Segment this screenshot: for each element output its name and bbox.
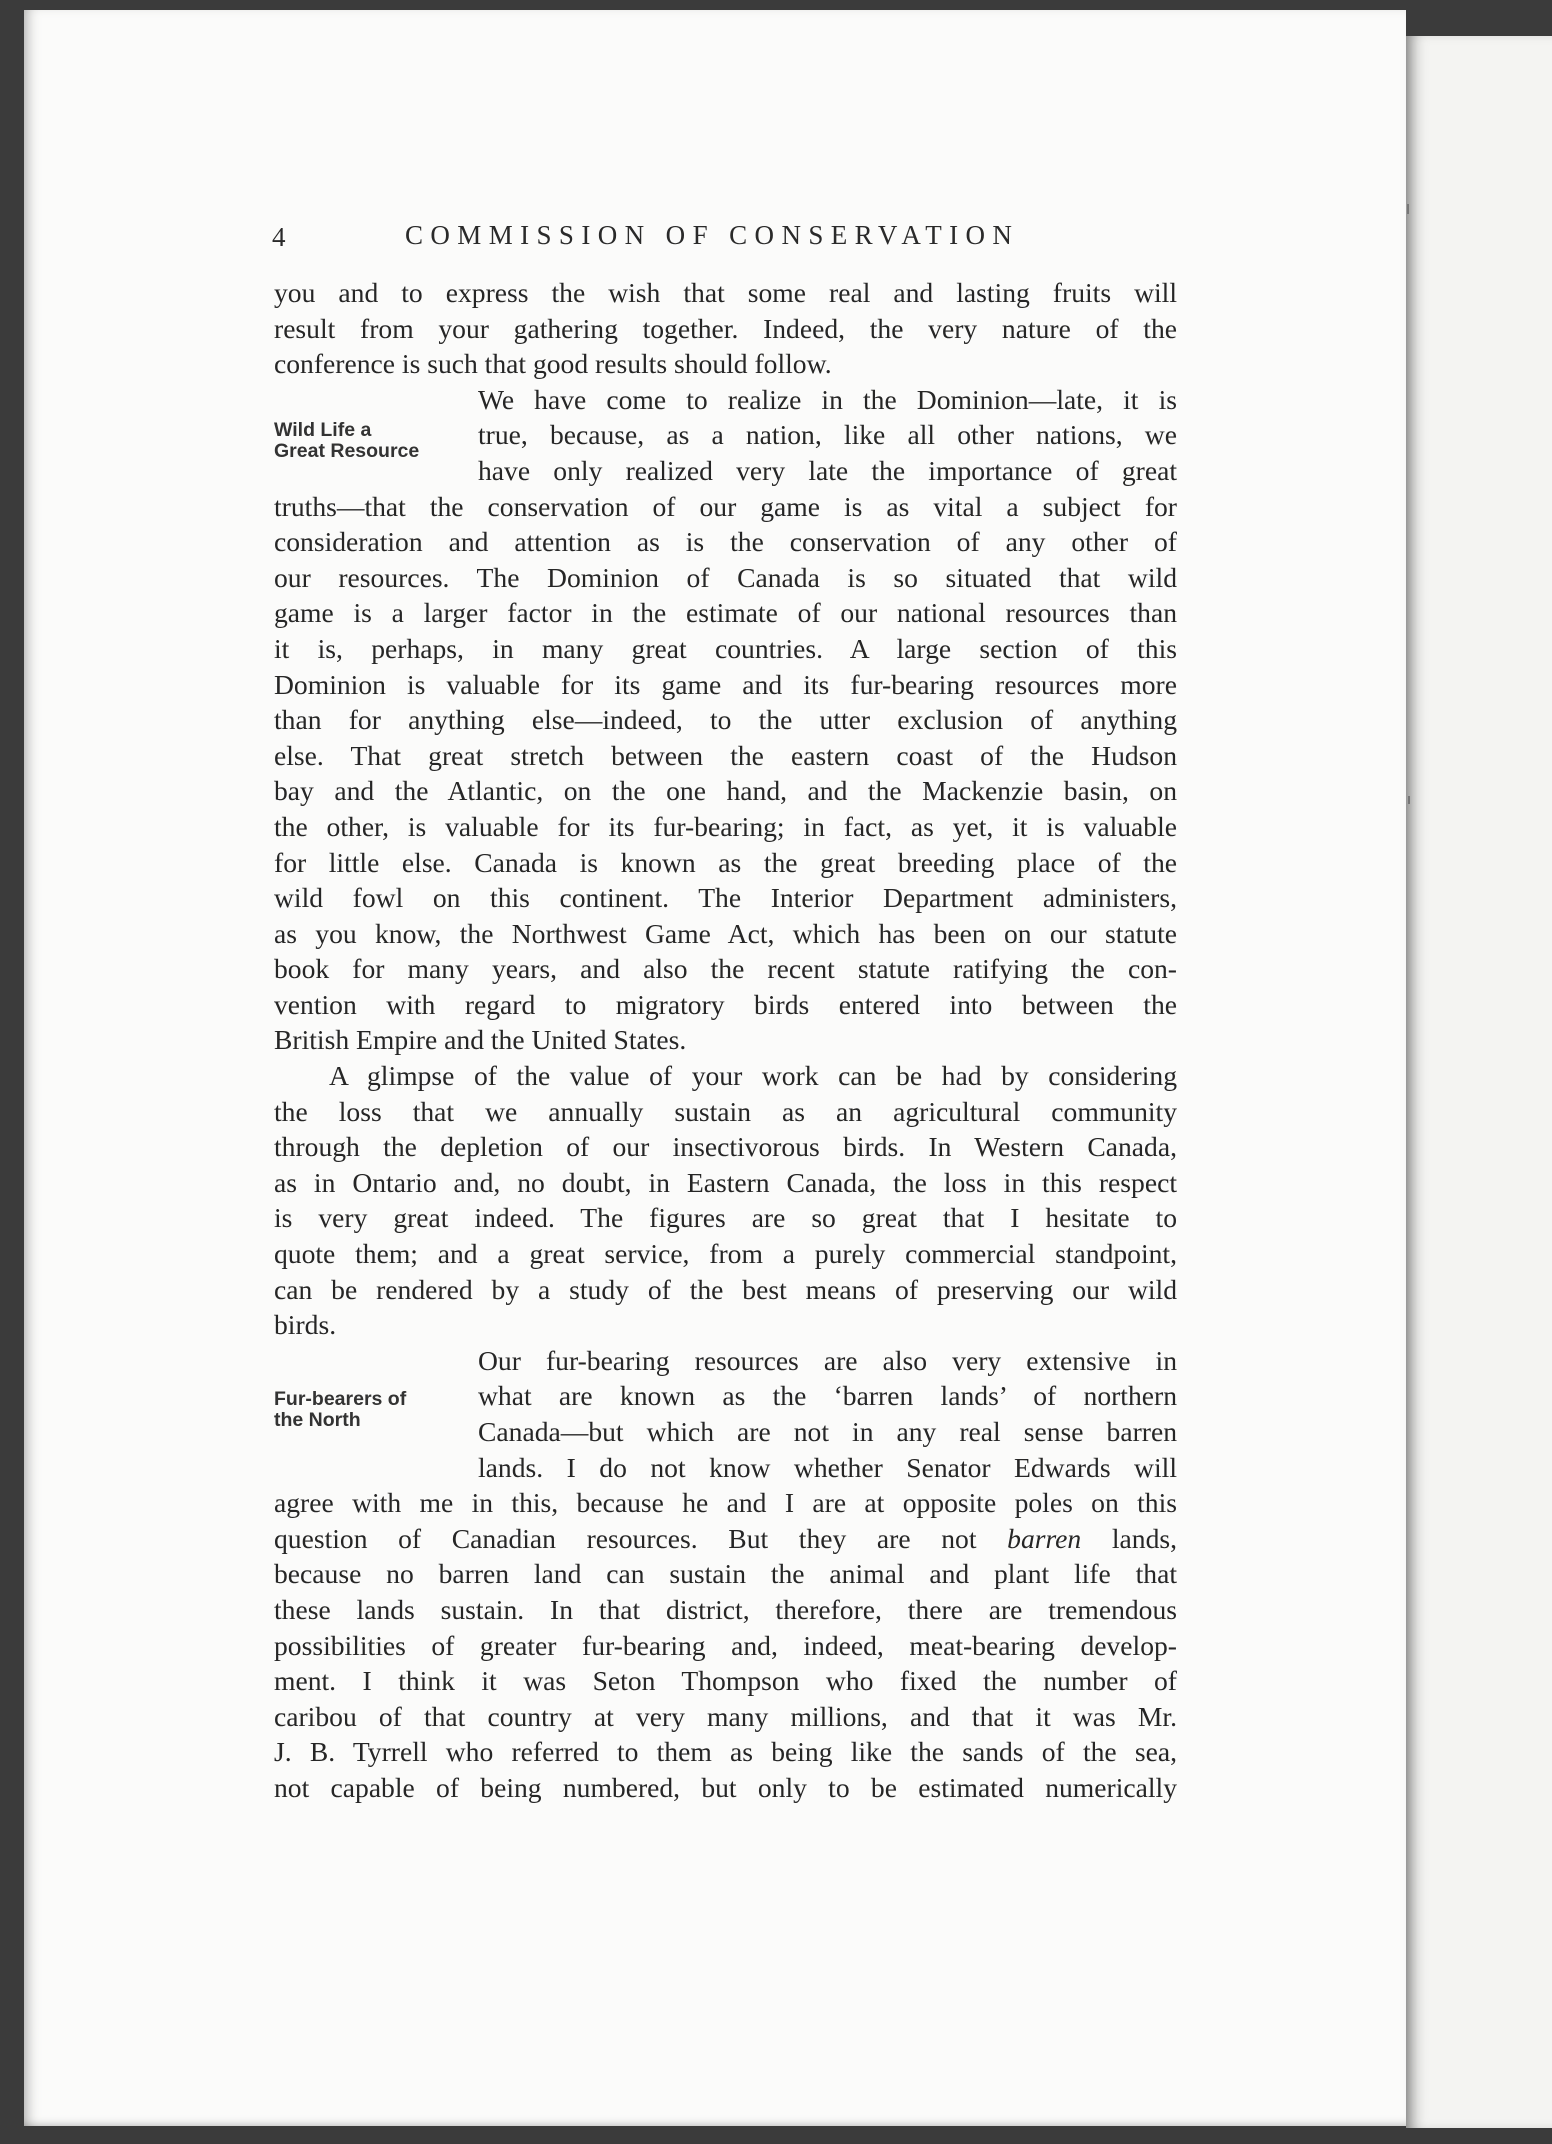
text-line: these lands sustain. In that district, therefore, there are tremendous xyxy=(274,1593,1177,1625)
text-line: the other, is valuable for its fur-bearing; in fact, as yet, it is valuable xyxy=(274,810,1177,842)
text-line: result from your gathering together. Indeed, the very nature of the xyxy=(274,312,1177,344)
text-line: because no barren land can sustain the animal and plant life that xyxy=(274,1558,1177,1590)
paragraph-4 xyxy=(274,1343,1177,1806)
sidenote-line: Wild Life a xyxy=(274,419,372,441)
text-line: as you know, the Northwest Game Act, which has been on our statute xyxy=(274,917,1177,949)
text-line: it is, perhaps, in many great countries. A large section of this xyxy=(274,632,1177,664)
text-line: than for anything else—indeed, to the utter exclusion of anything xyxy=(274,704,1177,736)
text-line: our resources. The Dominion of Canada is so situated that wild xyxy=(274,561,1177,593)
text-line: Dominion is valuable for its game and its fur-bearing resources more xyxy=(274,668,1177,700)
paragraph-1 xyxy=(274,275,1177,382)
paragraph-2 xyxy=(274,382,1177,1058)
sidenote-line: Fur-bearers of xyxy=(274,1388,407,1410)
text-line: J. B. Tyrrell who referred to them as being like the sands of the sea, xyxy=(274,1736,1177,1768)
text-line: true, because, as a nation, like all other nations, we xyxy=(478,419,1177,451)
page-speck xyxy=(1407,204,1409,214)
text-line: what are known as the ‘barren lands’ of northern xyxy=(478,1380,1177,1412)
text-line: the loss that we annually sustain as an agricultural community xyxy=(274,1095,1177,1127)
text-line: possibilities of greater fur-bearing and, indeed, meat-bearing develop- xyxy=(274,1629,1177,1661)
text-line: else. That great stretch between the eastern coast of the Hudson xyxy=(274,739,1177,771)
text-run: question of Canadian resources. But they are not xyxy=(274,1522,1008,1554)
text-line: A glimpse of the value of your work can be had by considering xyxy=(329,1060,1177,1092)
text-line: for little else. Canada is known as the great breeding place of the xyxy=(274,846,1177,878)
text-line: birds. xyxy=(274,1309,337,1341)
text-line: caribou of that country at very many millions, and that it was Mr. xyxy=(274,1700,1177,1732)
text-line: Canada—but which are not in any real sense barren xyxy=(478,1416,1177,1447)
text-line: wild fowl on this continent. The Interior Department administers, xyxy=(274,882,1177,914)
text-line: quote them; and a great service, from a purely commercial standpoint, xyxy=(274,1238,1177,1270)
text-line: as in Ontario and, no doubt, in Eastern Canada, the loss in this respect xyxy=(274,1166,1177,1198)
text-line: not capable of being numbered, but only to be estimated numerically xyxy=(274,1771,1177,1803)
text-line xyxy=(274,1521,1177,1557)
text-run: lands, xyxy=(1081,1522,1178,1554)
page-speck xyxy=(1408,796,1410,804)
page-number: 4 xyxy=(272,222,286,252)
text-line: is very great indeed. The figures are so great that I hesitate to xyxy=(274,1202,1177,1234)
text-line: Our fur-bearing resources are also very extensive in xyxy=(478,1344,1177,1376)
text-line: ment. I think it was Seton Thompson who fixed the number of xyxy=(274,1665,1177,1697)
text-line: consideration and attention as is the conservation of any other of xyxy=(274,526,1177,558)
text-line: lands. I do not know whether Senator Edwards will xyxy=(478,1451,1177,1483)
facing-page-edge xyxy=(1406,36,1552,2128)
text-line: British Empire and the United States. xyxy=(274,1024,687,1056)
text-line: bay and the Atlantic, on the one hand, and the Mackenzie basin, on xyxy=(274,775,1177,807)
text-line: truths—that the conservation of our game is as vital a subject for xyxy=(274,490,1177,522)
text-line: agree with me in this, because he and I are at opposite poles on this xyxy=(274,1487,1177,1519)
italic-word: barren xyxy=(1007,1522,1082,1554)
text-line: book for many years, and also the recent statute ratifying the con- xyxy=(274,953,1177,985)
sidenote-line: the North xyxy=(274,1409,361,1431)
text-line: game is a larger factor in the estimate of our national resources than xyxy=(274,597,1177,629)
text-line: you and to express the wish that some real and lasting fruits will xyxy=(274,277,1177,308)
text-line: We have come to realize in the Dominion—late, it is xyxy=(478,383,1177,415)
text-line: can be rendered by a study of the best means of preserving our wild xyxy=(274,1273,1177,1305)
running-head: COMMISSION OF CONSERVATION xyxy=(405,220,1020,250)
paragraph-3 xyxy=(274,1058,1177,1343)
sidenote-line: Great Resource xyxy=(274,440,420,462)
text-line: have only realized very late the importance of great xyxy=(478,454,1177,486)
text-line: vention with regard to migratory birds entered into between the xyxy=(274,988,1177,1020)
text-line: through the depletion of our insectivorous birds. In Western Canada, xyxy=(274,1131,1177,1163)
body-text xyxy=(274,275,1177,1806)
text-line: conference is such that good results should follow. xyxy=(274,348,832,380)
